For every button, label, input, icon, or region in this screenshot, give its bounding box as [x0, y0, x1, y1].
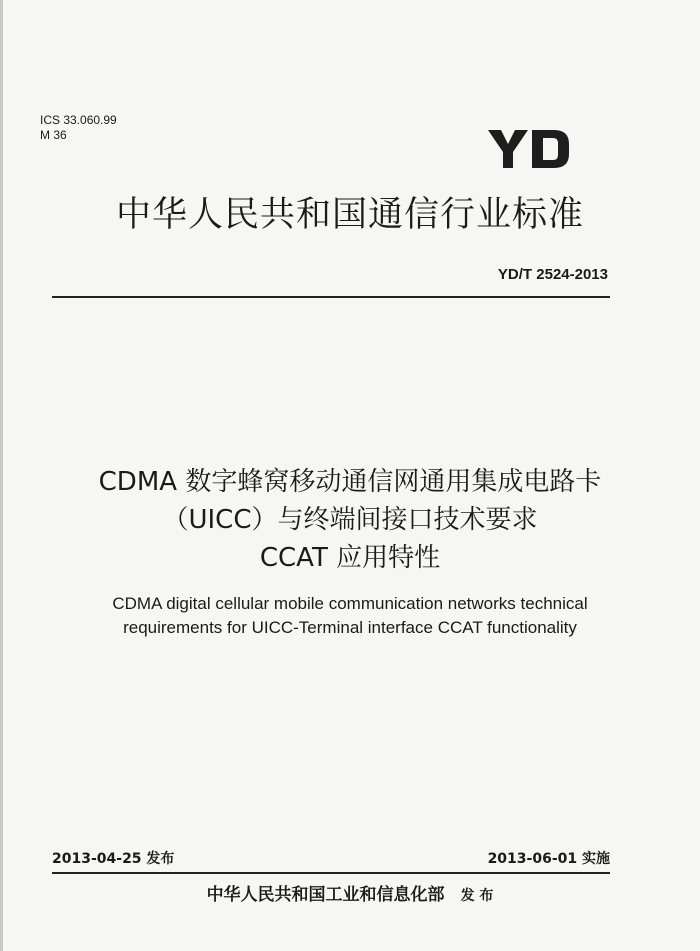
- chinese-title-line-2: （UICC）与终端间接口技术要求: [162, 505, 538, 535]
- english-title: [0, 592, 700, 640]
- publish-label: 发 布: [460, 888, 494, 904]
- footer-divider: [52, 872, 610, 874]
- date-row: [52, 848, 610, 868]
- header-divider: [52, 296, 610, 298]
- standard-category-title: 中华人民共和国通信行业标准: [115, 195, 584, 235]
- chinese-title: [0, 463, 700, 577]
- publisher-name: 中华人民共和国工业和信息化部: [206, 885, 445, 905]
- yd-logo: [488, 128, 570, 170]
- ics-code: ICS 33.060.99: [40, 113, 117, 127]
- chinese-title-line-1: CDMA 数字蜂窝移动通信网通用集成电路卡: [98, 467, 602, 497]
- publisher-line: [0, 880, 700, 905]
- english-title-line-2: requirements for UICC-Terminal interface CCAT functionality: [123, 618, 577, 637]
- ccs-code: M 36: [40, 128, 67, 142]
- standard-number: YD/T 2524-2013: [497, 266, 608, 283]
- issue-date: 2013-04-25 发布: [52, 851, 175, 867]
- implementation-date: 2013-06-01 实施: [487, 851, 610, 867]
- chinese-title-line-3: CCAT 应用特性: [259, 543, 441, 573]
- english-title-line-1: CDMA digital cellular mobile communication networks technical: [112, 594, 588, 613]
- classification-codes: [40, 113, 117, 143]
